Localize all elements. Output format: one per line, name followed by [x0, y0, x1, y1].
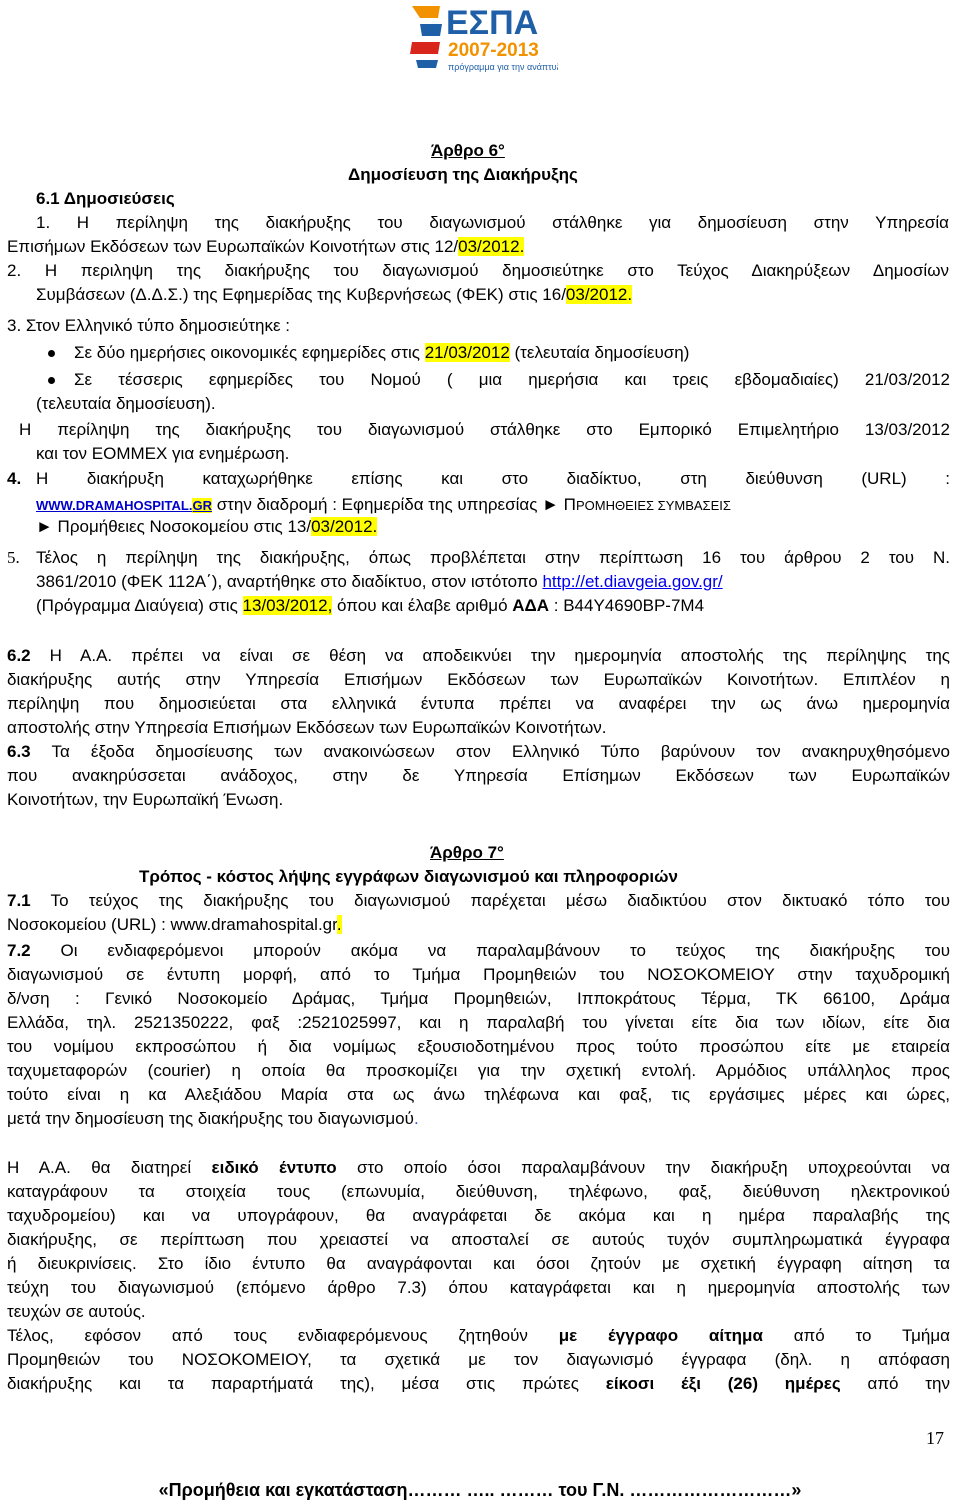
item-1-line-1: 1. Η περίληψη της διακήρυξης του διαγωνισμού στάλθηκε για δημοσίευση στην Υπηρεσία	[36, 213, 949, 232]
article-7-title: Άρθρο 7°	[430, 843, 504, 862]
item-5-text: 3861/2010 (ΦΕΚ 112Α΄), αναρτήθηκε στο διαδίκτυο, στον ιστότοπο	[36, 572, 543, 591]
item-2-line-2	[36, 284, 632, 306]
chamber-line-1: Η περίληψη της διακήρυξης του διαγωνισμού στάλθηκε στο Εμπορικό Επιμελητήριο 13/03/2012	[19, 420, 950, 439]
final-text-3b: από την	[840, 1374, 950, 1393]
item-1-date: 03/2012.	[458, 237, 525, 256]
item-1-line-2	[7, 236, 524, 258]
section-7-2-text: Οι ενδιαφερόμενοι μπορούν ακόμα να παραλαμβάνουν το τεύχος της διακήρυξης του	[30, 941, 950, 960]
aa-line-1	[7, 1157, 950, 1179]
logo-years: 2007-2013	[448, 40, 539, 61]
item-4-path-caps: ΡΟΜΗΘΕΙΕΣ ΣΥΜΒΑΣΕΙΣ	[575, 498, 731, 513]
section-7-2-line-5: του νομίμου εκπροσώπου ή δια νομίμως εξουσιοδοτημένου προς τούτο προσώπου είτε με εταιρεία	[7, 1037, 950, 1056]
section-7-2-line-4: Ελλάδα, τηλ. 2521350222, φαξ :2521025997, και η παραλαβή του γίνεται είτε δια των ιδίων, είτε δια	[7, 1013, 950, 1032]
diavgeia-link[interactable]: http://et.diavgeia.gov.gr/	[542, 572, 723, 591]
item-1-text: Επισήμων Εκδόσεων των Ευρωπαϊκών Κοινοτήτων στις 12/	[7, 237, 459, 256]
section-6-2-text: Η Α.Α. πρέπει να είναι σε θέση να αποδεικνύει την ημερομηνία αποστολής της περίληψης της	[30, 646, 950, 665]
section-7-2-text-8: μετά την δημοσίευση της διακήρυξης του διαγωνισμού	[7, 1109, 414, 1128]
item-4-line-2	[36, 494, 731, 517]
aa-line-2: καταγράφουν τα στοιχεία τους (επωνυμία, διεύθυνση, τηλέφωνο, φαξ, διεύθυνση ηλεκτρονικού	[7, 1182, 950, 1201]
section-7-2-line-3: δ/νση : Γενικό Νοσοκομείο Δράμας, Τμήμα Προμηθειών, Ιπποκράτους Τέρμα, ΤΚ 66100, Δράμα	[7, 989, 950, 1008]
item-4-number: 4.	[7, 469, 22, 488]
item-5-line-2	[36, 571, 723, 593]
section-7-2-number: 7.2	[7, 941, 31, 960]
item-5-number: 5.	[7, 548, 20, 567]
page-footer: «Προμήθεια και εγκατάσταση……… ….. ……… του Γ.Ν. ………………………»	[158, 1480, 802, 1500]
section-6-2-number: 6.2	[7, 646, 31, 665]
section-7-2-line-6: ταχυμεταφορών (courier) η οποία θα προσκομίζει για την σχετική εντολή. Αρμόδιος υπάλληλος προς	[7, 1061, 950, 1080]
article-7-subtitle: Τρόπος - κόστος λήψης εγγράφων διαγωνισμού και πληροφοριών	[139, 867, 678, 886]
section-6-3-line-1	[7, 741, 950, 763]
section-7-1-dot: .	[336, 915, 342, 934]
section-6-2-line-2: διακήρυξης αυτής στην Υπηρεσία Επισήμων Εκδόσεων των Ευρωπαϊκών Κοινοτήτων. Επιπλέον η	[7, 670, 950, 689]
chamber-line-2: και τον ΕΟΜΜΕΧ για ενημέρωση.	[36, 444, 290, 463]
aa-text-1b: στο οποίο όσοι παραλαμβάνουν την διακήρυξη υποχρεούνται να	[336, 1158, 951, 1177]
final-26-days: είκοσι έξι (26) ημέρες	[605, 1374, 841, 1393]
bullet-1-text: Σε δύο ημερήσιες οικονομικές εφημερίδες στις	[74, 343, 425, 362]
section-6-1-heading: 6.1 Δημοσιεύσεις	[36, 189, 175, 208]
item-3-line: 3. Στον Ελληνικό τύπο δημοσιεύτηκε :	[7, 316, 290, 335]
ada-text: ΑΔΑ	[512, 596, 550, 615]
page-number: 17	[926, 1428, 944, 1448]
item-2-text: Συμβάσεων (Δ.Δ.Σ.) της Εφημερίδας της Κυβερνήσεως (ΦΕΚ) στις 16/	[36, 285, 566, 304]
espa-logo-graphic	[408, 0, 558, 80]
final-text-1b: από το Τμήμα	[762, 1326, 950, 1345]
final-line-1	[7, 1325, 950, 1347]
hospital-website-tld[interactable]: GR	[192, 498, 212, 513]
espa-logo	[408, 0, 558, 80]
item-2-date: 03/2012.	[565, 285, 633, 304]
bullet-icon	[48, 377, 55, 384]
section-7-2-line-8	[7, 1108, 419, 1130]
section-6-3-number: 6.3	[7, 742, 31, 761]
item-5-date: 13/03/2012,	[242, 596, 333, 615]
section-7-1-number: 7.1	[7, 891, 31, 910]
final-written-request: με έγγραφο αίτημα	[558, 1326, 763, 1345]
item-4-path-2: ► Προμήθειες Νοσοκομείου στις 13/	[36, 517, 312, 536]
section-6-3-text: Τα έξοδα δημοσίευσης των ανακοινώσεων στον Ελληνικό Τύπο βαρύνουν τον ανακηρυχθησόμενο	[30, 742, 950, 761]
aa-text-1: Η Α.Α. θα διατηρεί	[7, 1158, 212, 1177]
section-7-2-line-7: τούτο είναι η κα Αλεξιάδου Μαρία στα ως άνω τηλέφωνα και φαξ, τις εργάσιμες μέρες και ώρες,	[7, 1085, 950, 1104]
section-7-2-line-2: διαγωνισμού σε έντυπη μορφή, από το Τμήμα Προμηθειών του ΝΟΣΟΚΟΜΕΙΟΥ στην ταχυδρομική	[7, 965, 950, 984]
hospital-website-link[interactable]: WWW.DRAMAHOSPITAL.	[36, 498, 193, 513]
section-6-2-line-3: περίληψη που δημοσιεύεται στα ελληνικά έντυπα πρέπει να αναφέρει την ως άνω ημερομηνία	[7, 694, 950, 713]
section-7-1-url: Νοσοκομείου (URL) : www.dramahospital.gr	[7, 915, 337, 934]
section-6-3-line-2: που ανακηρύσσεται ανάδοχος, στην δε Υπηρεσία Επίσημων Εκδόσεων των Ευρωπαϊκών	[7, 766, 950, 785]
article-6-subtitle: Δημοσίευση της Διακήρυξης	[348, 165, 578, 184]
bullet-1-line	[74, 342, 689, 364]
aa-special-form: ειδικό έντυπο	[211, 1158, 337, 1177]
bullet-icon	[48, 350, 55, 357]
item-4-line-1: Η διακήρυξη καταχωρήθηκε επίσης και στο διαδίκτυο, στη διεύθυνση (URL) :	[36, 469, 950, 488]
item-4-date: 03/2012.	[311, 517, 378, 536]
final-text-3: διακήρυξης και τα παραρτήματά της), μέσα στις πρώτες	[7, 1374, 606, 1393]
aa-line-3: ταχυδρομείου) και να υπογράφουν, θα αναγράφεται δε ακόμα και η ημέρα παραλαβής της	[7, 1206, 950, 1225]
section-6-2-line-4: αποστολής στην Υπηρεσία Επισήμων Εκδόσεων των Ευρωπαϊκών Κοινοτήτων.	[7, 718, 607, 737]
aa-line-7: τευχών σε αυτούς.	[7, 1302, 146, 1321]
aa-line-6: τεύχη του διαγωνισμού (επόμενο άρθρο 7.3) όπου καταγράφεται και η ημερομηνία αποστολής των	[7, 1278, 950, 1297]
item-5-line-3	[36, 595, 704, 617]
item-4-line-3	[36, 516, 377, 538]
article-6-title: Άρθρο 6°	[431, 141, 505, 160]
bullet-2-line-1: Σε τέσσερις εφημερίδες του Νομού ( μια ημερήσια και τρεις εβδομαδιαίες) 21/03/2012	[74, 370, 950, 389]
final-line-2: Προμηθειών του ΝΟΣΟΚΟΜΕΙΟΥ, τα σχετικά με τον διαγωνισμό έγγραφα (δηλ. η απόφαση	[7, 1350, 950, 1369]
ada-label	[512, 596, 549, 615]
final-text-1: Τέλος, εφόσον από τους ενδιαφερόμενους ζητηθούν	[7, 1326, 559, 1345]
bullet-2-line-2: (τελευταία δημοσίευση).	[36, 394, 216, 413]
bullet-1-date: 21/03/2012	[424, 343, 510, 362]
ada-number: : Β44Υ4690ΒΡ-7Μ4	[549, 596, 705, 615]
bullet-1-tail: (τελευταία δημοσίευση)	[509, 343, 690, 362]
logo-title: ΕΣΠΑ	[446, 4, 539, 42]
section-7-1-line-1	[7, 890, 950, 912]
section-7-1-line-2	[7, 914, 342, 936]
item-2-line-1: 2. Η περιληψη της διακήρυξης του διαγωνισμού δημοσιεύτηκε στο Τεύχος Διακηρύξεων Δημοσίων	[7, 261, 949, 280]
logo-tagline: πρόγραμμα για την ανάπτυξη	[448, 62, 558, 72]
section-7-2-dot: .	[413, 1109, 419, 1128]
aa-line-5: ή διευκρινίσεις. Στο ίδιο έντυπο θα αναγράφονται και όσοι ζητούν με σχετική έγγραφη αίτηση τα	[7, 1254, 950, 1273]
item-4-path: στην διαδρομή : Εφημερίδα της υπηρεσίας ► Π	[211, 495, 576, 514]
section-7-1-text: Το τεύχος της διακήρυξης του διαγωνισμού παρέχεται μέσω διαδικτύου στον δικτυακό τόπο του	[30, 891, 950, 910]
item-5-line-1: Τέλος η περίληψη της διακήρυξης, όπως προβλέπεται στην περίπτωση 16 του άρθρου 2 του Ν.	[36, 548, 950, 567]
final-line-3	[7, 1373, 950, 1395]
item-5-text-3: όπου και έλαβε αριθμό	[332, 596, 513, 615]
section-6-3-line-3: Κοινοτήτων, την Ευρωπαϊκή Ένωση.	[7, 790, 284, 809]
section-6-2-line-1	[7, 645, 950, 667]
aa-line-4: διακήρυξης, σε περίπτωση που χρειαστεί να αποσταλεί σε αυτούς τυχόν συμπληρωματικά έγγραφα	[7, 1230, 950, 1249]
section-7-2-line-1	[7, 940, 950, 962]
item-5-text-2: (Πρόγραμμα Διαύγεια) στις	[36, 596, 243, 615]
